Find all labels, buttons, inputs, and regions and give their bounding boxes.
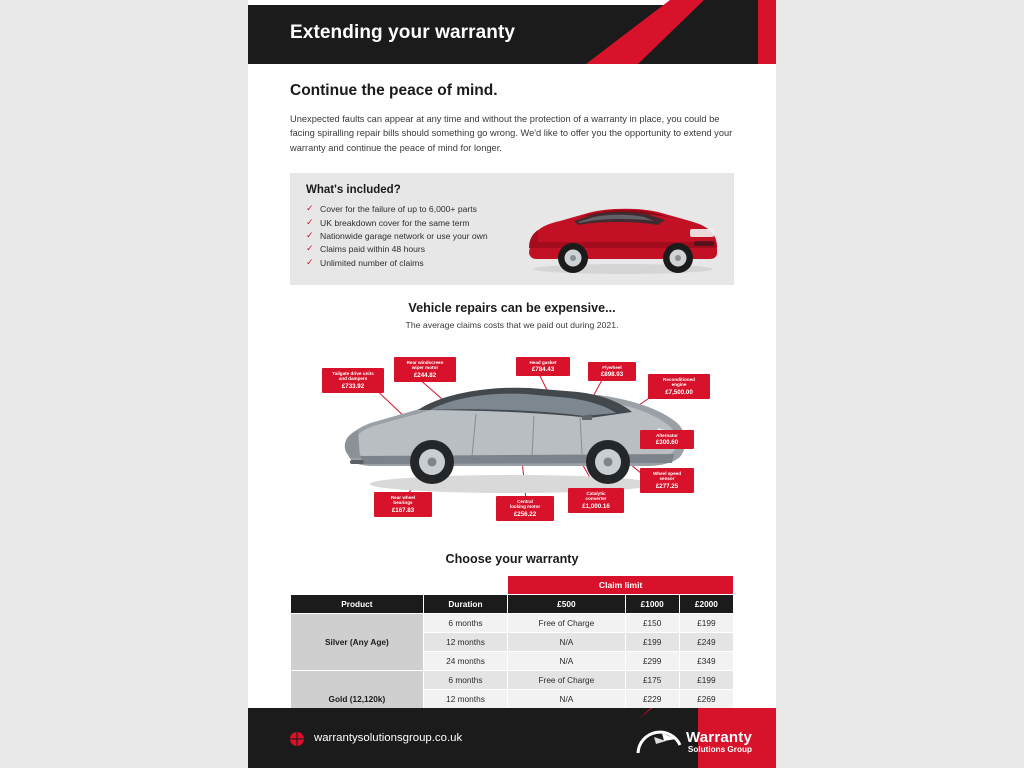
check-icon: ✓ [306,256,314,267]
table-row [291,614,734,633]
cell-duration: 12 months [423,690,507,709]
check-icon: ✓ [306,230,314,240]
cell-price-500: Free of Charge [508,671,625,690]
callout-label: Wheel speed sensor [652,470,682,482]
document-page [248,0,776,768]
list-item-label: Unlimited number of claims [320,257,424,268]
callout-value: £7,500.00 [665,388,693,396]
callout-label: Reconditioned engine [663,376,695,388]
swoosh-icon [636,723,682,757]
cell-price-1000: £150 [625,614,679,633]
website-url[interactable]: warrantysolutionsgroup.co.uk [314,732,463,744]
cell-price-1000: £229 [625,690,679,709]
callout-value: £277.25 [655,482,679,490]
callout-head-gasket [516,357,570,376]
callout-label: Head gasket [529,359,557,365]
list-item-label: Claims paid within 48 hours [320,244,426,255]
warranty-solutions-logo [614,719,754,759]
column-header-product: Product [291,595,424,614]
document-footer [248,708,776,768]
document-header [248,0,776,64]
claim-limit-header: Claim limit [508,576,734,595]
document-body [248,64,776,746]
cell-duration: 6 months [423,614,507,633]
repair-cost-diagram [290,336,734,548]
callout-tailgate [322,368,384,393]
globe-icon [290,732,304,746]
cell-price-2000: £349 [679,652,733,671]
cell-price-2000: £249 [679,633,733,652]
cell-price-1000: £175 [625,671,679,690]
callout-value: £1,000.16 [582,502,610,510]
callout-central-locking-motor [496,496,554,521]
list-item-label: Cover for the failure of up to 6,000+ parts [320,204,477,215]
callout-catalytic-converter [568,488,624,513]
callout-value: £898.93 [600,370,624,378]
callout-label: Alternator [656,432,678,438]
product-cell-silver: Silver (Any Age) [291,614,424,671]
callout-label: Tailgate drive units and dampers [332,370,374,382]
cell-price-500: Free of Charge [508,614,625,633]
repairs-section [290,301,734,548]
red-suv-illustration [518,185,728,277]
cell-price-500: N/A [508,633,625,652]
callout-value: £256.22 [513,510,537,518]
cell-price-2000: £199 [679,671,733,690]
callout-value: £784.43 [531,365,555,373]
intro-paragraph: Unexpected faults can appear at any time and without the protection of a warranty in place, you could be facing spiralling repair bills should something go wrong. We'd like to offer you the opportunity to extend your warranty and continue the peace of mind for longer. [290,114,733,153]
page-title: Extending your warranty [290,22,516,43]
list-item-label: UK breakdown cover for the same term [320,217,470,228]
product-cell-gold: Gold (12,120k) [291,671,424,728]
repairs-caption: The average claims costs that we paid out during 2021. [405,320,619,331]
table-row [291,576,734,595]
check-icon: ✓ [306,243,314,254]
repairs-heading: Vehicle repairs can be expensive... [408,301,616,316]
warranty-pricing-table [290,575,734,728]
column-header-2000: £2000 [679,595,733,614]
callout-label: Rear wheel bearings [390,494,416,506]
intro-heading: Continue the peace of mind. [290,82,498,99]
callout-rear-wheel-bearings [374,492,432,517]
callout-value: £244.82 [413,371,437,379]
spacer-cell [291,576,424,595]
callout-value: £300.60 [655,438,679,446]
callout-flywheel [588,362,636,381]
callout-wheel-speed-sensor [640,468,694,493]
callout-label: Rear windscreen wiper motor [406,359,444,371]
check-icon: ✓ [306,203,314,214]
list-item-label: Nationwide garage network or use your own [320,231,488,241]
callout-value: £733.92 [341,382,365,390]
choose-heading: Choose your warranty [445,552,579,567]
callout-label: Central locking motor [509,498,541,510]
table-header-row [291,595,734,614]
callout-recon-engine [648,374,710,399]
spacer-cell [423,576,507,595]
callout-alternator [640,430,694,449]
cell-price-1000: £299 [625,652,679,671]
table-row [291,671,734,690]
included-panel [290,173,734,285]
column-header-duration: Duration [423,595,507,614]
callout-label: Catalytic converter [585,490,607,502]
cell-price-1000: £199 [625,633,679,652]
cell-duration: 12 months [423,633,507,652]
cell-price-2000: £269 [679,690,733,709]
cell-price-500: N/A [508,652,625,671]
cell-price-500: N/A [508,690,625,709]
included-heading: What's included? [306,184,401,197]
check-icon: ✓ [306,216,314,227]
column-header-500: £500 [508,595,625,614]
column-header-1000: £1000 [625,595,679,614]
logo-line-2: Solutions Group [687,745,752,754]
cell-duration: 24 months [423,652,507,671]
callout-value: £167.83 [391,506,415,514]
logo-line-1: Warranty [685,729,752,746]
cell-price-2000: £199 [679,614,733,633]
cell-duration: 6 months [423,671,507,690]
callout-label: Flywheel [602,364,622,370]
callout-rear-wiper [394,357,456,382]
